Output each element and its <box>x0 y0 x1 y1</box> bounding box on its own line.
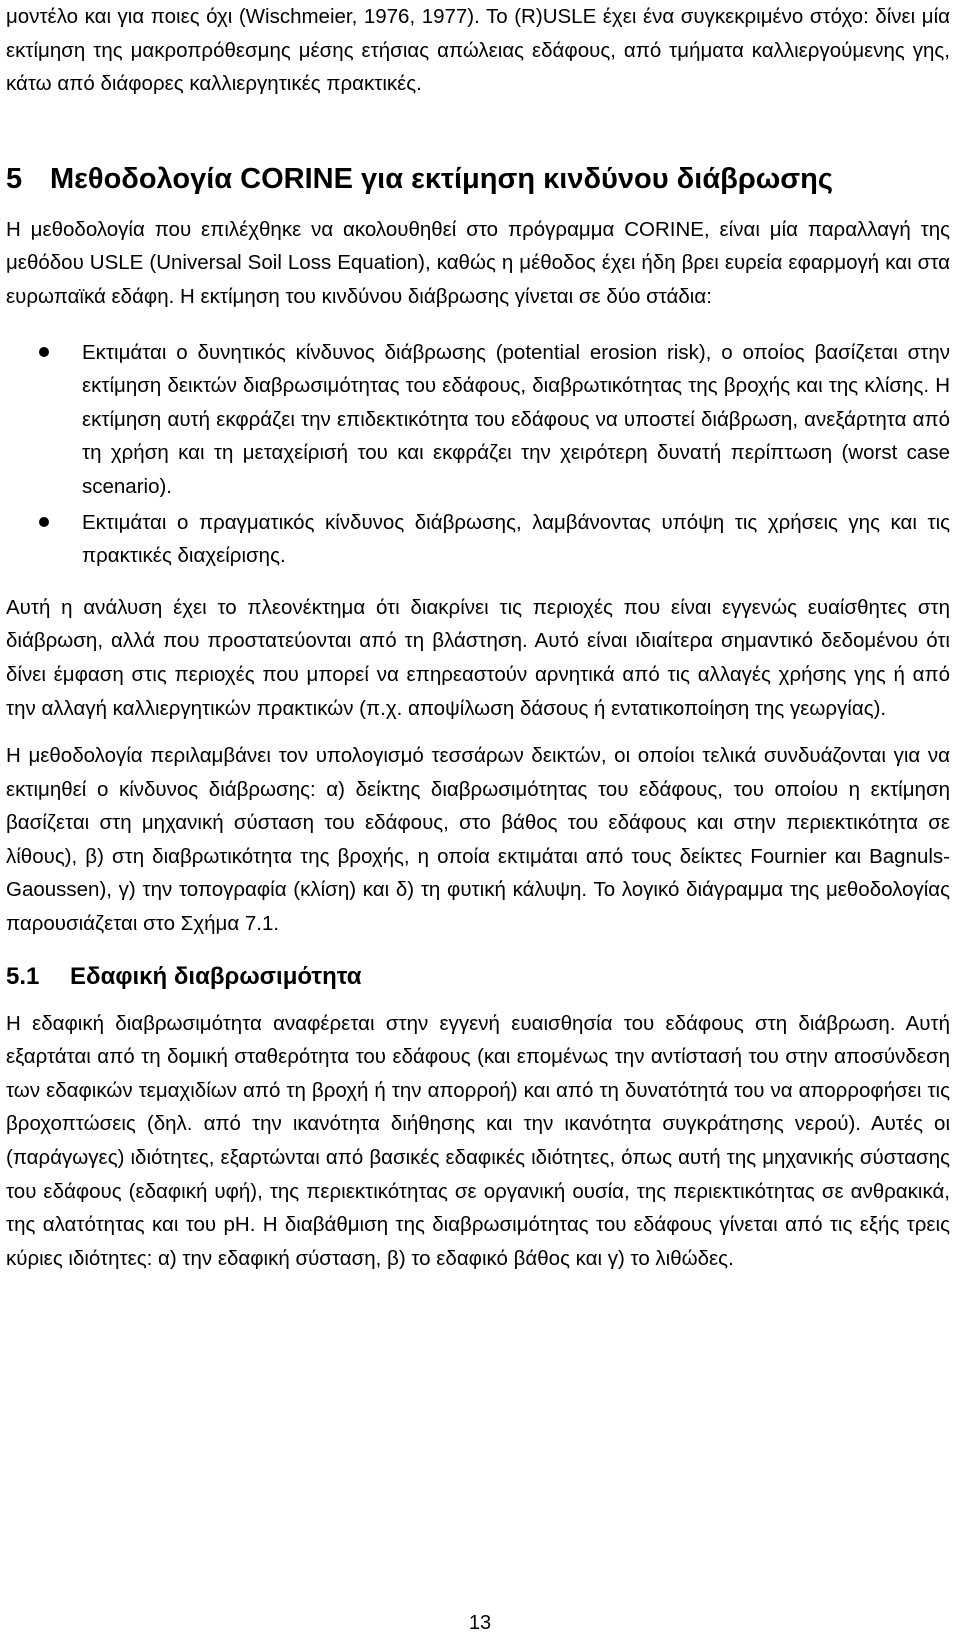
bullet-icon <box>39 347 49 357</box>
bullet-icon <box>39 517 49 527</box>
section-5-paragraph-3: Η μεθοδολογία περιλαμβάνει τον υπολογισμό τεσσάρων δεικτών, οι οποίοι τελικά συνδυάζονται για να εκτιμηθεί ο κίνδυνος διάβρωσης: α) δείκτης διαβρωσιμότητας του εδάφους, του οποίου η εκτίμηση βασίζεται στη μηχανική σύσταση του εδάφους, στο βάθος του εδάφους και στην περιεκτικότητα σε λίθους), β) στη διαβρωτικότητα της βροχής, η οποία εκτιμάται από τους δείκτες Fournier και Bagnuls-Gaoussen), γ) την τοπογραφία (κλίση) και δ) τη φυτική κάλυψη. Το λογικό διάγραμμα της μεθοδολογίας παρουσιάζεται στο Σχήμα 7.1. <box>6 744 950 936</box>
section-5-1-paragraph-1: Η εδαφική διαβρωσιμότητα αναφέρεται στην εγγενή ευαισθησία του εδάφους στη διάβρωση. Αυτή εξαρτάται από τη δομική σταθερότητα του εδάφους (και επομένως την αντίστασή του στην αποσύνδεση των εδαφικών τεμαχιδίων από τη βροχή ή την απορροή) και από τη δυνατότητά του να απορροφήσει τις βροχοπτώσεις (δηλ. από την ικανότητα διήθησης και την ικανότητα συγκράτησης νερού). Αυτές οι (παράγωγες) ιδιότητες, εξαρτώνται από βασικές εδαφικές ιδιότητες, όπως αυτή της μηχανικής σύστασης του εδάφους (εδαφική υφή), της περιεκτικότητας σε οργανική ουσία, της περιεκτικότητας σε ανθρακικά, της αλατότητας και του pH. Η διαβάθμιση της διαβρωσιμότητας του εδάφους γίνεται από τις εξής τρεις κύριες ιδιότητες: α) την εδαφική σύσταση, β) το εδαφικό βάθος και γ) το λιθώδες. <box>6 1011 950 1270</box>
section-5-1-heading <box>6 959 950 995</box>
bullet-text-2: Εκτιμάται ο πραγματικός κίνδυνος διάβρωσης, λαμβάνοντας υπόψη τις χρήσεις γης και τις πρακτικές διαχείρισης. <box>82 510 950 568</box>
list-item <box>6 336 950 504</box>
section-5-1-number: 5.1 <box>6 962 40 990</box>
section-5-number: 5 <box>6 162 23 195</box>
page-number: 13 <box>468 1612 492 1634</box>
section-5-heading <box>6 159 950 199</box>
section-5-paragraph-1: Η μεθοδολογία που επιλέχθηκε να ακολουθηθεί στο πρόγραμμα CORINE, είναι μία παραλλαγή της μεθόδου USLE (Universal Soil Loss Equation), καθώς η μέθοδος έχει ήδη βρει ευρεία εφαρμογή και στα ευρωπαϊκά εδάφη. Η εκτίμηση του κινδύνου διάβρωσης γίνεται σε δύο στάδια: <box>6 217 950 308</box>
list-item <box>6 506 950 573</box>
bullet-text-1: Εκτιμάται ο δυνητικός κίνδυνος διάβρωσης (potential erosion risk), ο οποίος βασίζεται στην εκτίμηση δεικτών διαβρωσιμότητας του εδάφους, διαβρωτικότητας της βροχής και της κλίσης. Η εκτίμηση αυτή εκφράζει την επιδεκτικότητα του εδάφους να υποστεί διάβρωση, ανεξάρτητα από τη χρήση και τη μεταχείρισή του και εκφράζει την χειρότερη δυνατή περίπτωση (worst case scenario). <box>82 340 950 498</box>
section-5-paragraph-2: Αυτή η ανάλυση έχει το πλεονέκτημα ότι διακρίνει τις περιοχές που είναι εγγενώς ευαίσθητες στη διάβρωση, αλλά που προστατεύονται από τη βλάστηση. Αυτό είναι ιδιαίτερα σημαντικό δεδομένου ότι δίνει έμφαση στις περιοχές που μπορεί να επηρεαστούν αρνητικά από τις αλλαγές χρήσης γης ή από την αλλαγή καλλιεργητικών πρακτικών (π.χ. αποψίλωση δάσους ή εντατικοποίηση της γεωργίας). <box>6 595 950 720</box>
intro-paragraph: μοντέλο και για ποιες όχι (Wischmeier, 1976, 1977). Το (R)USLE έχει ένα συγκεκριμένο στόχο: δίνει μία εκτίμηση της μακροπρόθεσμης μέσης ετήσιας απώλειας εδάφους, από τμήματα καλλιεργούμενης γης, κάτω από διάφορες καλλιεργητικές πρακτικές. <box>6 5 950 96</box>
bullet-list <box>6 336 950 573</box>
document-page <box>6 0 950 1275</box>
section-5-title: Μεθοδολογία CORINE για εκτίμηση κινδύνου διάβρωσης <box>50 162 833 195</box>
section-5-1-title: Εδαφική διαβρωσιμότητα <box>70 962 362 990</box>
